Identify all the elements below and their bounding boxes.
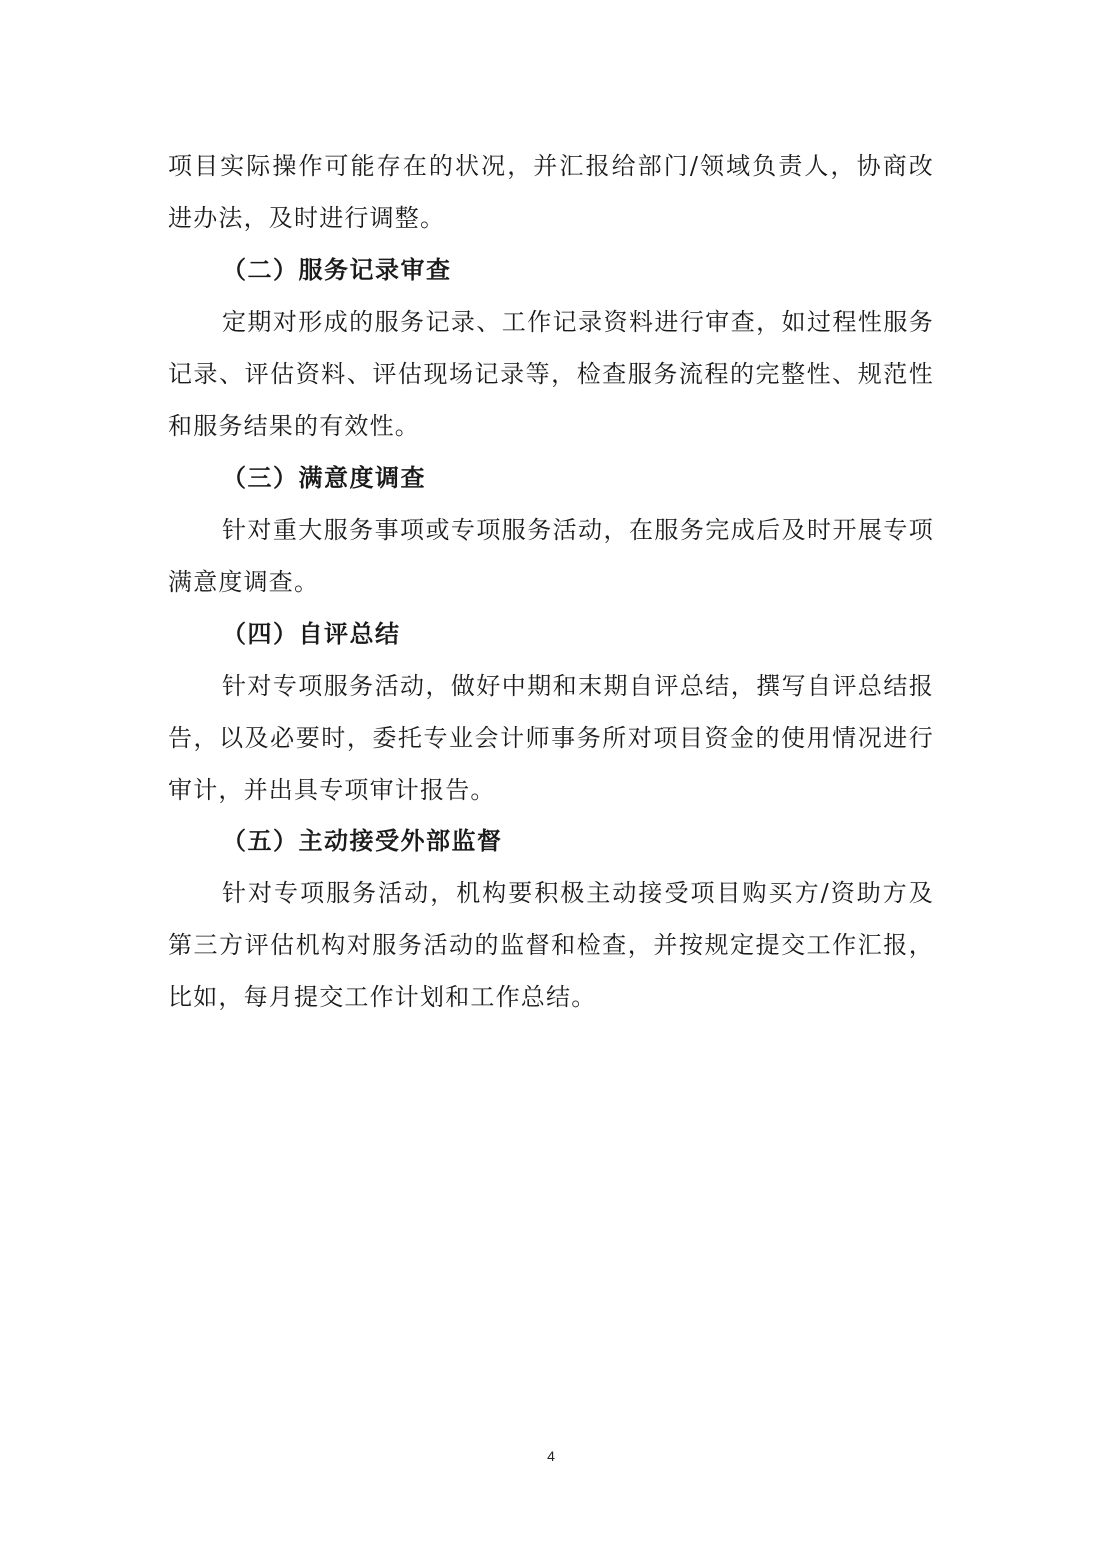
section-heading: （五）主动接受外部监督 xyxy=(222,827,503,855)
paragraph-line: 比如，每月提交工作计划和工作总结。 xyxy=(168,983,597,1011)
paragraph-line: 进办法，及时进行调整。 xyxy=(168,204,446,232)
section-heading: （三）满意度调查 xyxy=(222,464,426,492)
paragraph-line: 记录、评估资料、评估现场记录等，检查服务流程的完整性、规范性 xyxy=(168,360,934,388)
paragraph-line: 针对专项服务活动，机构要积极主动接受项目购买方/资助方及 xyxy=(222,879,934,907)
section-heading: （四）自评总结 xyxy=(222,620,401,648)
paragraph-line: 针对专项服务活动，做好中期和末期自评总结，撰写自评总结报 xyxy=(222,672,934,700)
paragraph-line: 项目实际操作可能存在的状况，并汇报给部门/领域负责人，协商改 xyxy=(168,152,934,180)
section-heading: （二）服务记录审查 xyxy=(222,256,452,284)
paragraph-line: 定期对形成的服务记录、工作记录资料进行审查，如过程性服务 xyxy=(222,308,934,336)
paragraph-line: 审计，并出具专项审计报告。 xyxy=(168,776,496,804)
paragraph-line: 和服务结果的有效性。 xyxy=(168,412,420,440)
page-number: 4 xyxy=(547,1448,555,1464)
paragraph-line: 第三方评估机构对服务活动的监督和检查，并按规定提交工作汇报， xyxy=(168,931,934,959)
paragraph-line: 针对重大服务事项或专项服务活动，在服务完成后及时开展专项 xyxy=(222,516,934,544)
paragraph-line: 满意度调查。 xyxy=(168,568,320,596)
paragraph-line: 告，以及必要时，委托专业会计师事务所对项目资金的使用情况进行 xyxy=(168,724,934,752)
